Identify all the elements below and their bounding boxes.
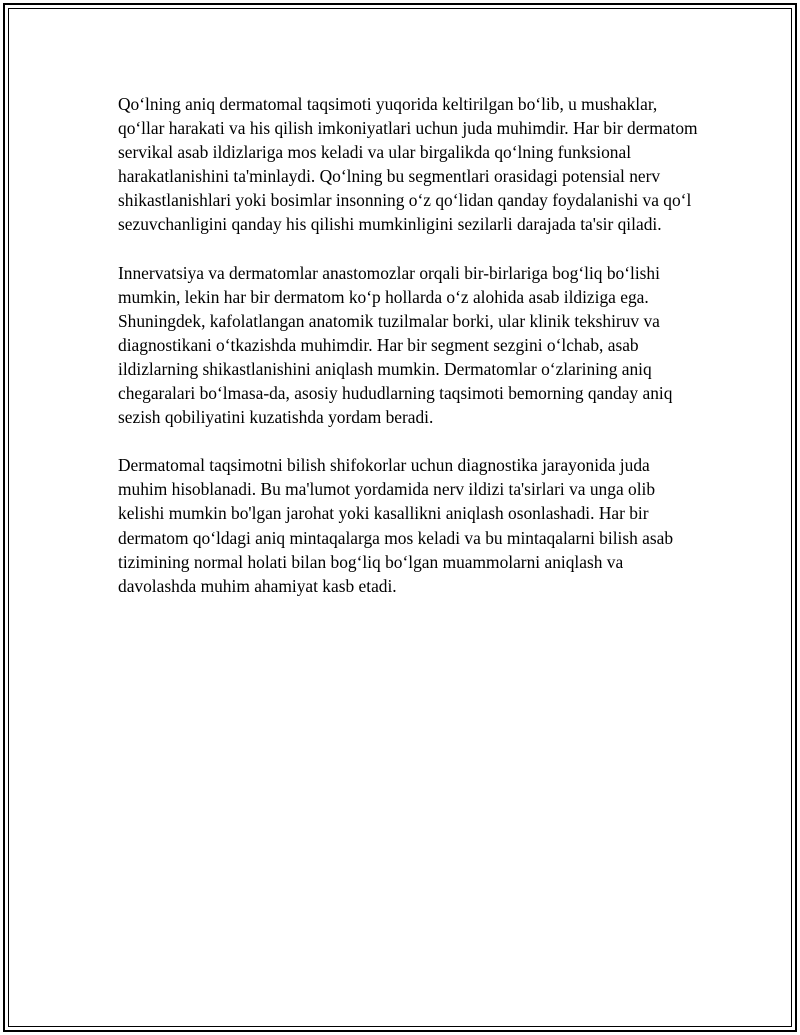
document-body bbox=[118, 92, 698, 622]
paragraph-2: Innervatsiya va dermatomlar anastomozlar orqali bir-birlariga bog‘liq bo‘lishi mumkin, lekin har bir dermatom ko‘p hollarda o‘z alohida asab ildiziga ega. Shuningdek, kafolatlangan anatomik tuzilmalar borki, ular klinik tekshiruv va diagnostikani o‘tkazishda muhimdir. Har bir segment sezgini o‘lchab, asab ildizlarning shikastlanishini aniqlash mumkin. Dermatomlar o‘zlarining aniq chegaralari bo‘lmasa-da, asosiy hududlarning taqsimoti bemorning qanday aniq sezish qobiliyatini kuzatishda yordam beradi. bbox=[118, 262, 673, 428]
paragraph-1: Qo‘lning aniq dermatomal taqsimoti yuqorida keltirilgan bo‘lib, u mushaklar, qo‘llar harakati va his qilish imkoniyatlari uchun juda muhimdir. Har bir dermatom servikal asab ildizlariga mos keladi va ular birgalikda qo‘lning funksional harakatlanishini ta'minlaydi. Qo‘lning bu segmentlari orasidagi potensial nerv shikastlanishlari yoki bosimlar insonning o‘z qo‘lidan qanday foydalanishi va qo‘l sezuvchanligini qanday his qilishi mumkinligini sezilarli darajada ta'sir qiladi. bbox=[118, 94, 698, 235]
paragraph-3: Dermatomal taqsimotni bilish shifokorlar uchun diagnostika jarayonida juda muhim hisoblanadi. Bu ma'lumot yordamida nerv ildizi ta'sirlari va unga olib kelishi mumkin bo'lgan jarohat yoki kasallikni aniqlash osonlashadi. Har bir dermatom qo‘ldagi aniq mintaqalarga mos keladi va bu mintaqalarni bilish asab tizimining normal holati bilan bog‘liq bo‘lgan muammolarni aniqlash va davolashda muhim ahamiyat kasb etadi. bbox=[118, 455, 674, 596]
